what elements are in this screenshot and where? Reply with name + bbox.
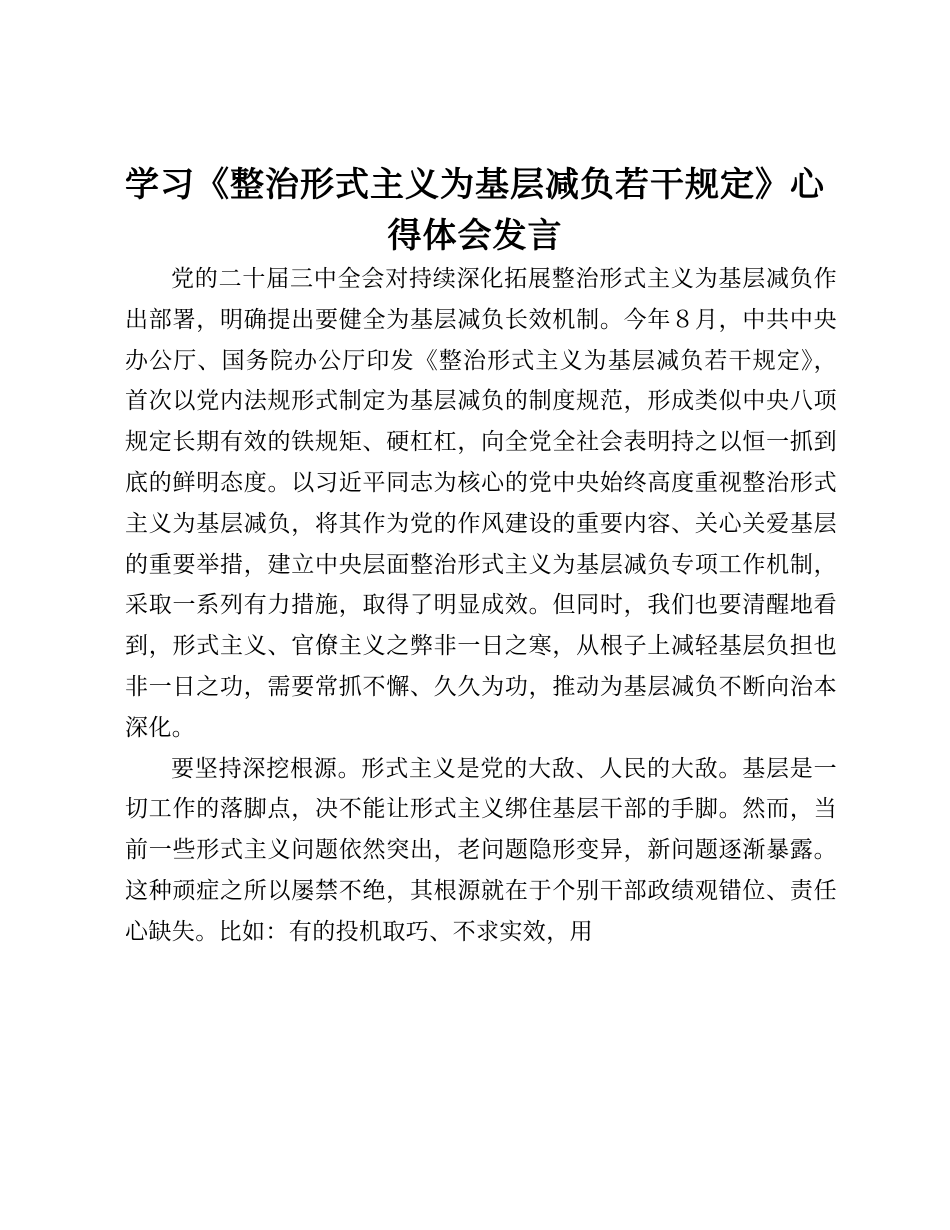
- document-title: 学习《整治形式主义为基层减负若干规定》心得体会发言: [125, 165, 825, 256]
- document-body: [125, 259, 837, 953]
- paragraph: 党的二十届三中全会对持续深化拓展整治形式主义为基层减负作出部署，明确提出要健全为基层减负长效机制。今年８月，中共中央办公厅、国务院办公厅印发《整治形式主义为基层减负若干规定》，首次以党内法规形式制定为基层减负的制度规范，形成类似中央八项规定长期有效的铁规矩、硬杠杠，向全党全社会表明持之以恒一抓到底的鲜明态度。以习近平同志为核心的党中央始终高度重视整治形式主义为基层减负，将其作为党的作风建设的重要内容、关心关爱基层的重要举措，建立中央层面整治形式主义为基层减负专项工作机制，采取一系列有力措施，取得了明显成效。但同时，我们也要清醒地看到，形式主义、官僚主义之弊非一日之寒，从根子上减轻基层负担也非一日之功，需要常抓不懈、久久为功，推动为基层减负不断向治本深化。: [125, 266, 837, 741]
- paragraph: 要坚持深挖根源。形式主义是党的大敌、人民的大敌。基层是一切工作的落脚点，决不能让形式主义绑住基层干部的手脚。然而，当前一些形式主义问题依然突出，老问题隐形变异，新问题逐渐暴露。这种顽症之所以屡禁不绝，其根源就在于个别干部政绩观错位、责任心缺失。比如：有的投机取巧、不求实效，用: [125, 755, 837, 945]
